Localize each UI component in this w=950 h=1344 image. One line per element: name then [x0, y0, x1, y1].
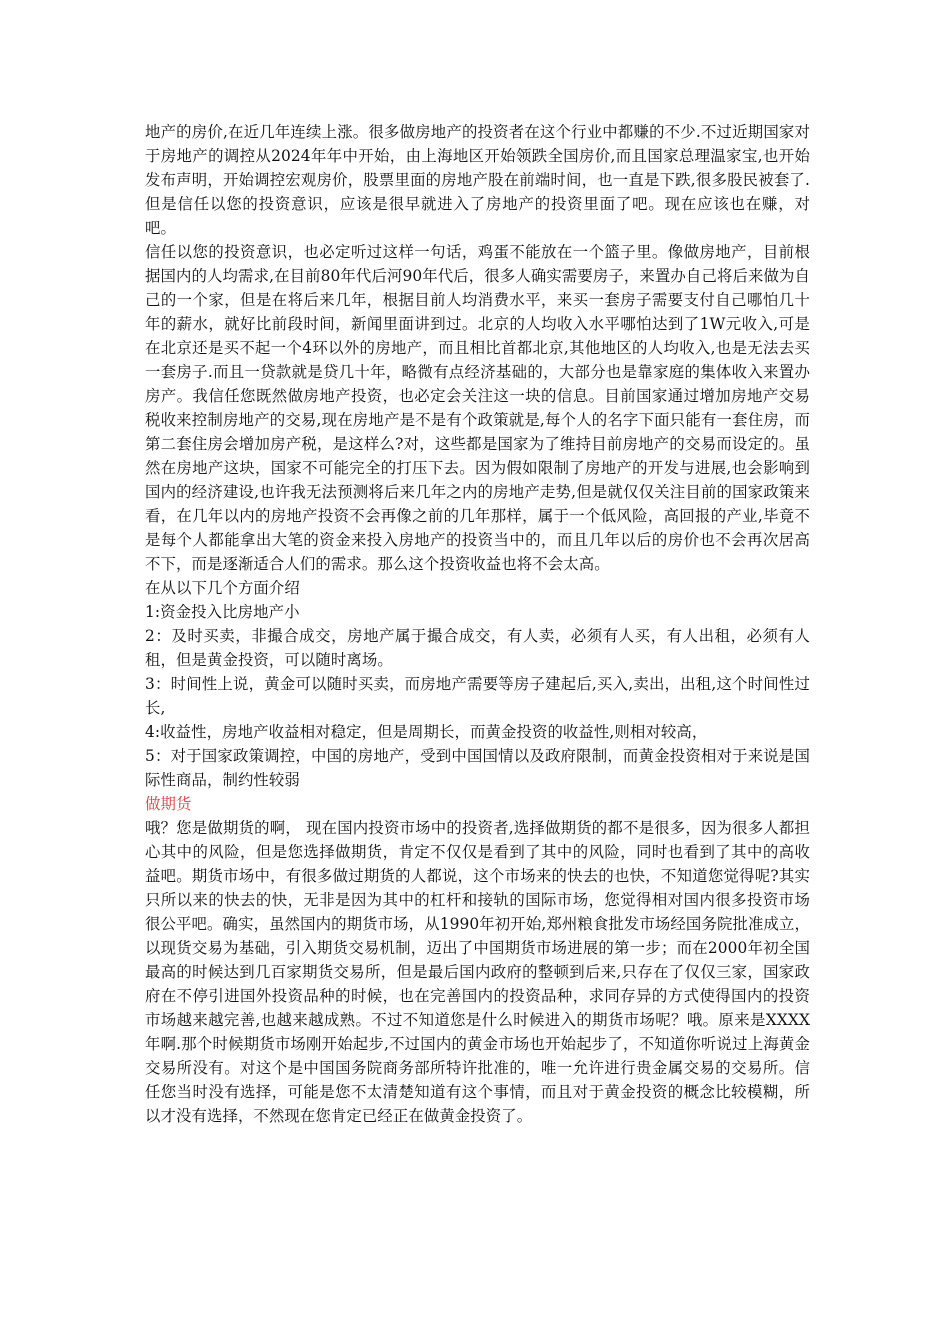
paragraph-futures: 哦？您是做期货的啊， 现在国内投资市场中的投资者,选择做期货的都不是很多，因为很多人都担心其中的风险，但是您选择做期货，肯定不仅仅是看到了其中的风险，同时也看到了其中的高收益吧。期货市场中，有很多做过期货的人都说，这个市场来的快去的也快，不知道您觉得呢?其实只所以来的快去的快，无非是因为其中的杠杆和接轨的国际市场，您觉得相对国内很多投资市场很公平吧。确实，虽然国内的期货市场，从1990年初开始,郑州粮食批发市场经国务院批准成立，以现货交易为基础，引入期货交易机制，迈出了中国期货市场进展的第一步；而在2000年初全国最高的时候达到几百家期货交易所，但是最后国内政府的整顿到后来,只存在了仅仅三家，国家政府在不停引进国外投资品种的时候，也在完善国内的投资品种，求同存异的方式使得国内的投资市场越来越完善,也越来越成熟。不过不知道您是什么时候进入的期货市场呢？哦。原来是XXXX年啊.那个时候期货市场刚开始起步,不过国内的黄金市场也开始起步了，不知道你听说过上海黄金交易所没有。对这个是中国国务院商务部所特许批准的，唯一允许进行贵金属交易的交易所。信任您当时没有选择，可能是您不太清楚知道有这个事情，而且对于黄金投资的概念比较模糊，所以才没有选择，不然现在您肯定已经正在做黄金投资了。: [145, 819, 810, 1125]
list-item-capital: 1:资金投入比房地产小: [145, 603, 300, 621]
paragraph-investment-awareness: 信任以您的投资意识，也必定听过这样一句话，鸡蛋不能放在一个篮子里。像做房地产，目前根据国内的人均需求,在目前80年代后河90年代后，很多人确实需要房子，来置办自己将后来做为自己的一个家，但是在将后来几年，根据目前人均消费水平，来买一套房子需要支付自己哪怕几十年的薪水，就好比前段时间，新闻里面讲到过。北京的人均收入水平哪怕达到了1W元收入,可是在北京还是买不起一个4环以外的房地产，而且相比首都北京,其他地区的人均收入,也是无法去买一套房子.而且一贷款就是贷几十年，略微有点经济基础的，大部分也是靠家庭的集体收入来置办房产。我信任您既然做房地产投资，也必定会关注这一块的信息。目前国家通过增加房地产交易税收来控制房地产的交易,现在房地产是不是有个政策就是,每个人的名字下面只能有一套住房，而第二套住房会增加房产税，是这样么?对，这些都是国家为了维持目前房地产的交易而设定的。虽然在房地产这块，国家不可能完全的打压下去。因为假如限制了房地产的开发与进展,也会影响到国内的经济建设,也许我无法预测将后来几年之内的房地产走势,但是就仅仅关注目前的国家政策来看，在几年以内的房地产投资不会再像之前的几年那样，属于一个低风险，高回报的产业,毕竟不是每个人都能拿出大笔的资金来投入房地产的投资当中的，而且几年以后的房价也不会再次居高不下，而是逐渐适合人们的需求。那么这个投资收益也将不会太高。: [145, 243, 810, 573]
section-heading-futures: 做期货: [145, 795, 192, 813]
list-item-trading: 2：及时买卖，非撮合成交，房地产属于撮合成交，有人卖，必须有人买，有人出租，必须有人租，但是黄金投资，可以随时离场。: [145, 627, 810, 669]
list-item-policy: 5：对于国家政策调控，中国的房地产，受到中国国情以及政府限制，而黄金投资相对于来说是国际性商品，制约性较弱: [145, 747, 810, 789]
paragraph-real-estate-prices: 地产的房价,在近几年连续上涨。很多做房地产的投资者在这个行业中都赚的不少.不过近期国家对于房地产的调控从2024年年中开始，由上海地区开始领跌全国房价,而且国家总理温家宝,也开始发布声明，开始调控宏观房价，股票里面的房地产股在前端时间，也一直是下跌,很多股民被套了.但是信任以您的投资意识，应该是很早就进入了房地产的投资里面了吧。现在应该也在赚，对吧。: [145, 123, 810, 237]
document-body: [145, 120, 810, 1128]
list-item-timing: 3：时间性上说，黄金可以随时买卖，而房地产需要等房子建起后,买入,卖出，出租,这个时间性过长,: [145, 675, 810, 717]
list-item-returns: 4:收益性，房地产收益相对稳定，但是周期长，而黄金投资的收益性,则相对较高，: [145, 723, 708, 741]
paragraph-intro-aspects: 在从以下几个方面介绍: [145, 579, 300, 597]
